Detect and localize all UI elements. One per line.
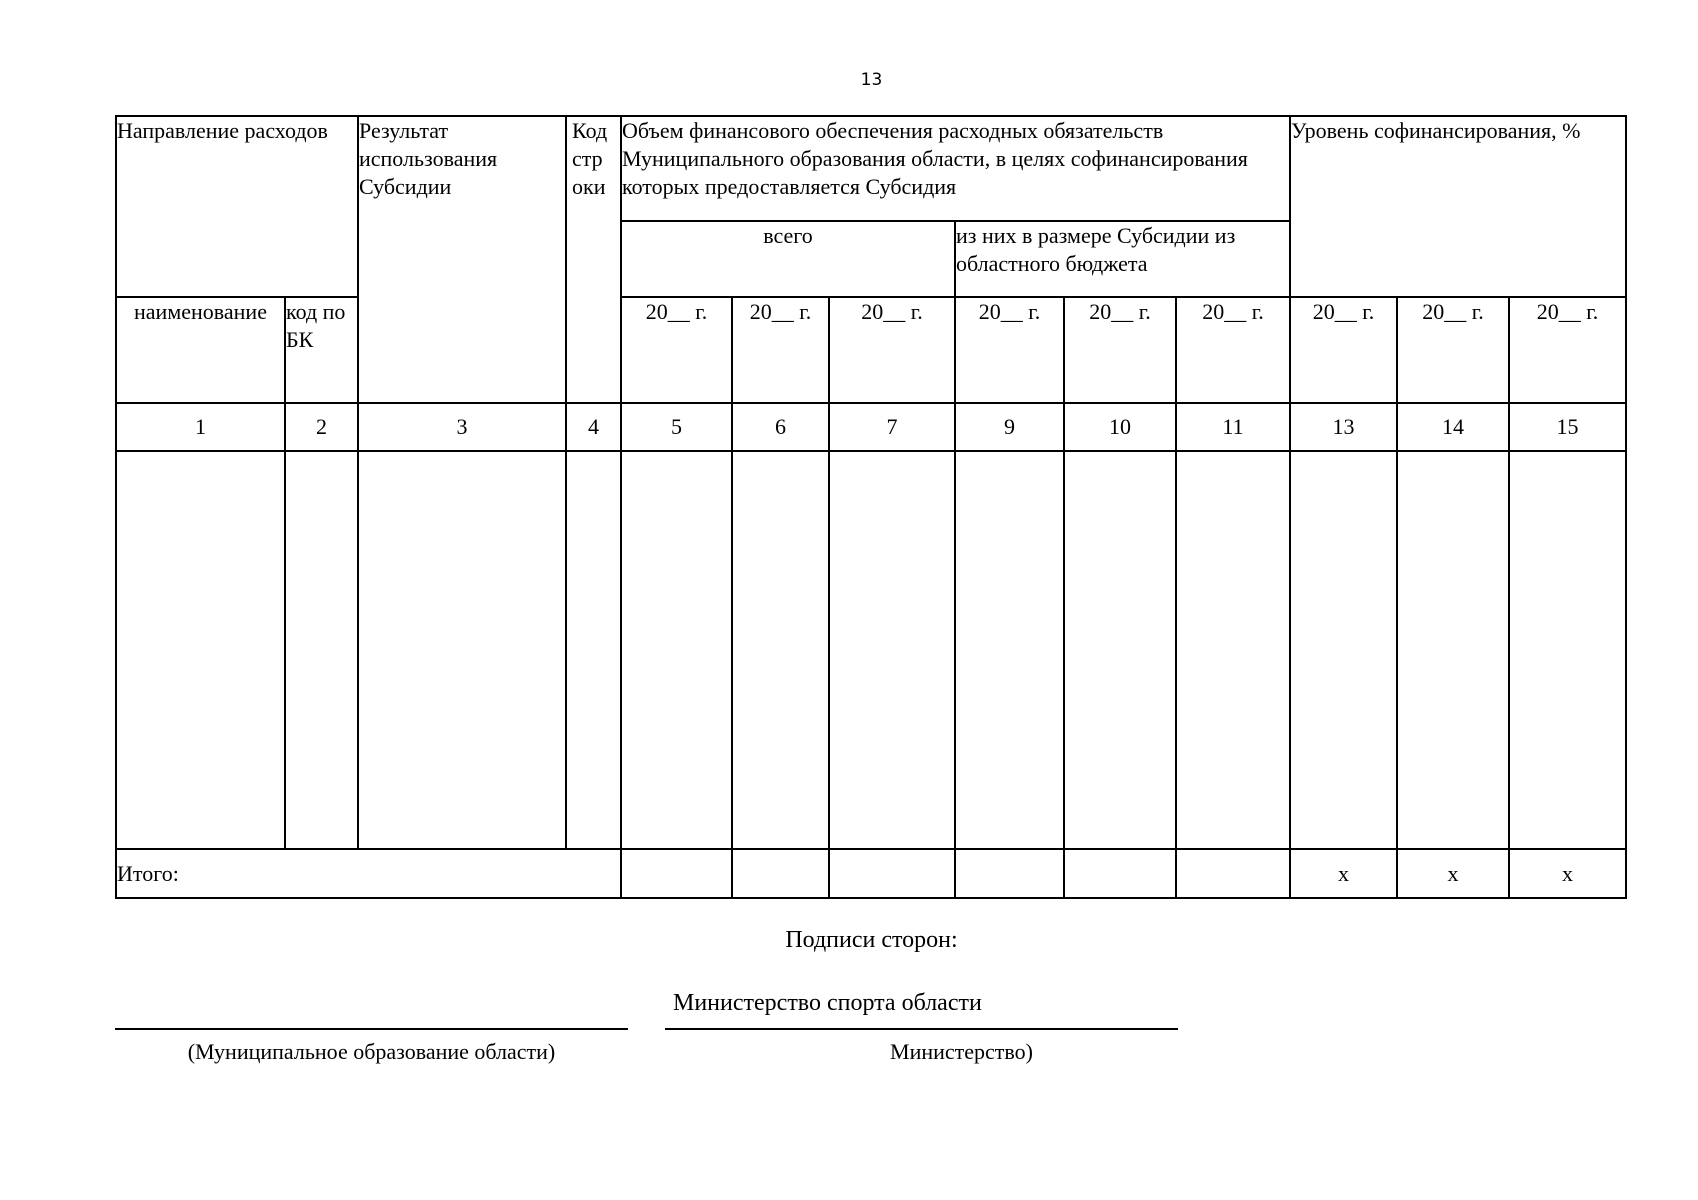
- year-cell: 20__ г.: [1290, 297, 1397, 403]
- right-party-name: Министерство спорта области: [673, 990, 982, 1016]
- column-number: 13: [1290, 403, 1397, 451]
- total-row: [116, 849, 1626, 898]
- year-cell: 20__ г.: [1064, 297, 1176, 403]
- data-cell[interactable]: [829, 451, 955, 849]
- total-x-mark: х: [1397, 849, 1509, 898]
- page-number: 13: [860, 70, 883, 90]
- year-cell: 20__ г.: [1176, 297, 1290, 403]
- column-number: 11: [1176, 403, 1290, 451]
- year-cell: 20__ г.: [621, 297, 732, 403]
- subsidy-table: [115, 115, 1627, 899]
- header-code-line: Код стр оки: [566, 116, 621, 403]
- year-cell: 20__ г.: [1509, 297, 1626, 403]
- total-cell[interactable]: [1176, 849, 1290, 898]
- header-result: Результат использования Субсидии: [358, 116, 566, 403]
- data-cell[interactable]: [116, 451, 285, 849]
- header-total: всего: [621, 221, 955, 297]
- total-x-mark: х: [1509, 849, 1626, 898]
- data-cell[interactable]: [1064, 451, 1176, 849]
- header-volume: Объем финансового обеспечения расходных обязательств Муниципального образования области, в целях софинансирования которых предоставляется Субсидия: [621, 116, 1290, 221]
- data-cell[interactable]: [955, 451, 1064, 849]
- column-number: 1: [116, 403, 285, 451]
- data-cell[interactable]: [1290, 451, 1397, 849]
- year-cell: 20__ г.: [732, 297, 829, 403]
- total-cell[interactable]: [955, 849, 1064, 898]
- left-signature-line: [115, 1028, 628, 1030]
- data-cell[interactable]: [621, 451, 732, 849]
- right-signature-line: [665, 1028, 1178, 1030]
- total-x-mark: х: [1290, 849, 1397, 898]
- column-number: 9: [955, 403, 1064, 451]
- year-cell: 20__ г.: [955, 297, 1064, 403]
- column-number: 5: [621, 403, 732, 451]
- total-cell[interactable]: [732, 849, 829, 898]
- data-cell[interactable]: [358, 451, 566, 849]
- data-cell[interactable]: [732, 451, 829, 849]
- signatures-title: Подписи сторон:: [785, 927, 958, 953]
- column-number: 15: [1509, 403, 1626, 451]
- column-number: 14: [1397, 403, 1509, 451]
- data-cell[interactable]: [1397, 451, 1509, 849]
- column-number: 2: [285, 403, 358, 451]
- total-cell[interactable]: [621, 849, 732, 898]
- header-name: наименование: [116, 297, 285, 403]
- total-cell[interactable]: [829, 849, 955, 898]
- header-direction: Направление расходов: [116, 116, 358, 297]
- data-cell[interactable]: [1509, 451, 1626, 849]
- year-cell: 20__ г.: [829, 297, 955, 403]
- total-label: Итого:: [116, 849, 621, 898]
- left-signature-caption: (Муниципальное образование области): [187, 1039, 556, 1064]
- column-number: 4: [566, 403, 621, 451]
- right-signature-caption: Министерство): [890, 1039, 1033, 1064]
- header-bk-code: код по БК: [285, 297, 358, 403]
- column-number: 7: [829, 403, 955, 451]
- column-number: 6: [732, 403, 829, 451]
- data-cell[interactable]: [566, 451, 621, 849]
- year-cell: 20__ г.: [1397, 297, 1509, 403]
- data-cell[interactable]: [285, 451, 358, 849]
- data-cell[interactable]: [1176, 451, 1290, 849]
- header-cofin-level: Уровень софинансирования, %: [1290, 116, 1626, 297]
- column-number: 3: [358, 403, 566, 451]
- header-of-which: из них в размере Субсидии из областного бюджета: [955, 221, 1290, 297]
- table-row: [116, 451, 1626, 849]
- total-cell[interactable]: [1064, 849, 1176, 898]
- column-number: 10: [1064, 403, 1176, 451]
